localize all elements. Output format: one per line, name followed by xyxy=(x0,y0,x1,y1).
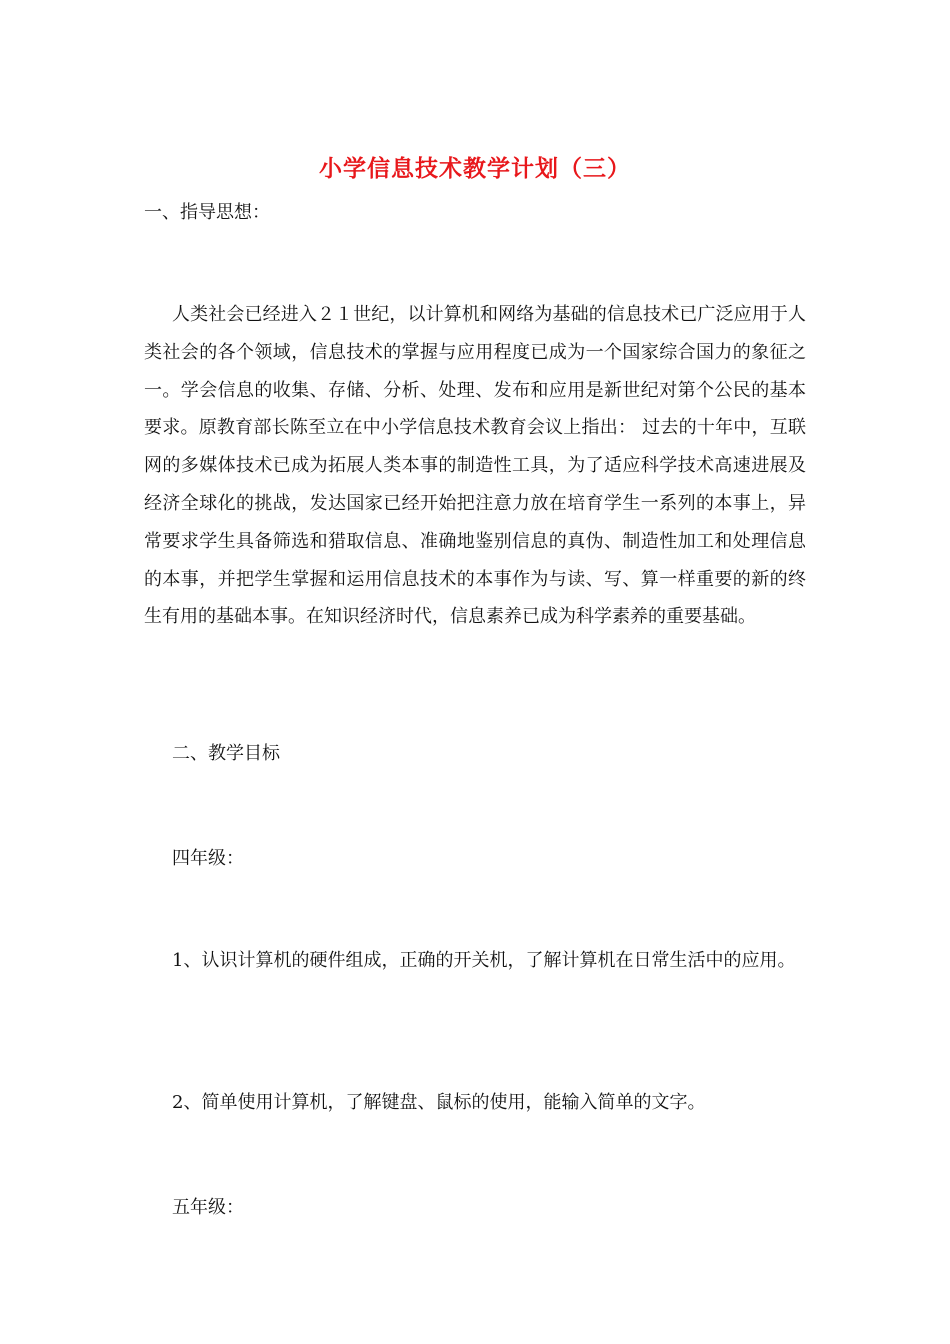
guiding-thought-paragraph: 人类社会已经进入２１世纪，以计算机和网络为基础的信息技术已广泛应用于人类社会的各个领域，信息技术的掌握与应用程度已成为一个国家综合国力的象征之一。学会信息的收集、存储、分析、处理、发布和应用是新世纪对第个公民的基本要求。原教育部长陈至立在中小学信息技术教育会议上指出： 过去的十年中，互联网的多媒体技术已成为拓展人类本事的制造性工具，为了适应科学技术高速进展及经济全球化的挑战，发达国家已经开始把注意力放在培育学生一系列的本事上，异常要求学生具备筛选和猎取信息、准确地鉴别信息的真伪、制造性加工和处理信息的本事，并把学生掌握和运用信息技术的本事作为与读、写、算一样重要的新的终生有用的基础本事。在知识经济时代，信息素养已成为科学素养的重要基础。 xyxy=(144,304,806,628)
grade4-item-2: 2、简单使用计算机，了解键盘、鼠标的使用，能输入简单的文字。 xyxy=(172,1092,706,1113)
section-heading-teaching-goals: 二、教学目标 xyxy=(172,743,280,764)
grade4-item-1: 1、认识计算机的硬件组成，正确的开关机，了解计算机在日常生活中的应用。 xyxy=(172,950,796,971)
grade5-heading: 五年级： xyxy=(172,1197,244,1218)
section-heading-guiding-thought: 一、指导思想： xyxy=(144,202,270,223)
grade4-heading: 四年级： xyxy=(172,848,244,869)
document-title: 小学信息技术教学计划（三） xyxy=(319,155,631,182)
